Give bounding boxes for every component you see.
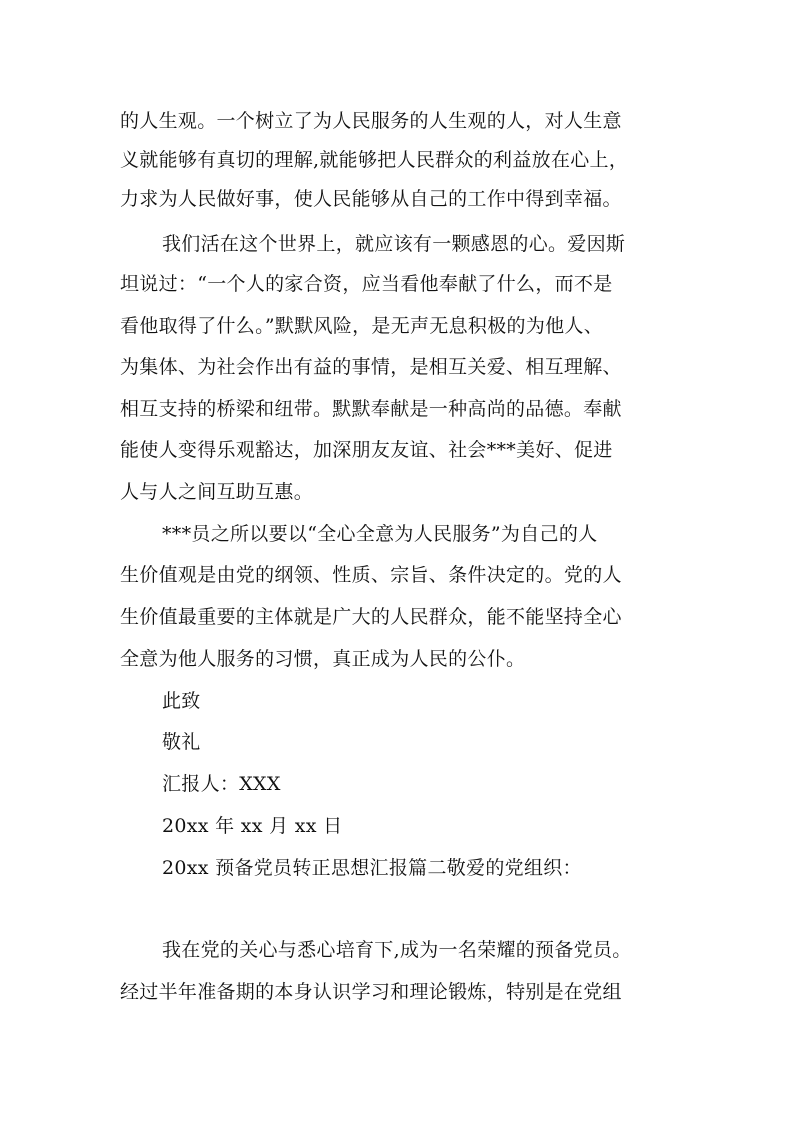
paragraph-2-line-7: 人与人之间互助互惠。 [120,481,314,503]
paragraph-1-line-3: 力求为人民做好事，使人民能够从自己的工作中得到幸福。 [120,188,622,210]
paragraph-3-line-2: 生价值观是由党的纲领、性质、宗旨、条件决定的。党的人 [120,564,622,586]
paragraph-3-line-1: ***员之所以要以“全心全意为人民服务”为自己的人 [162,523,598,545]
report-date: 20xx 年 xx 月 xx 日 [162,815,343,837]
paragraph-3-line-4: 全意为他人服务的习惯，真正成为人民的公仆。 [120,648,526,670]
paragraph-2-line-3: 看他取得了什么。”默默风险，是无声无息积极的为他人、 [120,315,604,337]
paragraph-2-line-6: 能使人变得乐观豁达，加深朋友友谊、社会***美好、促进 [120,439,613,461]
paragraph-1-line-1: 的人生观。一个树立了为人民服务的人生观的人，对人生意 [120,110,622,132]
salutation-ci-zhi: 此致 [162,690,201,712]
paragraph-2-line-4: 为集体、为社会作出有益的事情，是相互关爱、相互理解、 [120,356,622,378]
paragraph-2-line-2: 坦说过：“一个人的家合资，应当看他奉献了什么，而不是 [120,273,613,295]
reporter-signature: 汇报人：XXX [162,773,281,795]
paragraph-4-line-2: 经过半年准备期的本身认识学习和理论锻炼，特别是在党组 [120,981,622,1003]
paragraph-2-line-1: 我们活在这个世界上，就应该有一颗感恩的心。爱因斯 [162,233,626,255]
paragraph-1-line-2: 义就能够有真切的理解,就能够把人民群众的利益放在心上， [120,149,629,171]
next-report-title: 20xx 预备党员转正思想汇报篇二敬爱的党组织： [162,857,582,879]
paragraph-2-line-5: 相互支持的桥梁和纽带。默默奉献是一种高尚的品德。奉献 [120,398,622,420]
paragraph-4-line-1: 我在党的关心与悉心培育下,成为一名荣耀的预备党员。 [162,939,632,961]
salutation-jing-li: 敬礼 [162,731,201,753]
paragraph-3-line-3: 生价值最重要的主体就是广大的人民群众，能不能坚持全心 [120,606,622,628]
